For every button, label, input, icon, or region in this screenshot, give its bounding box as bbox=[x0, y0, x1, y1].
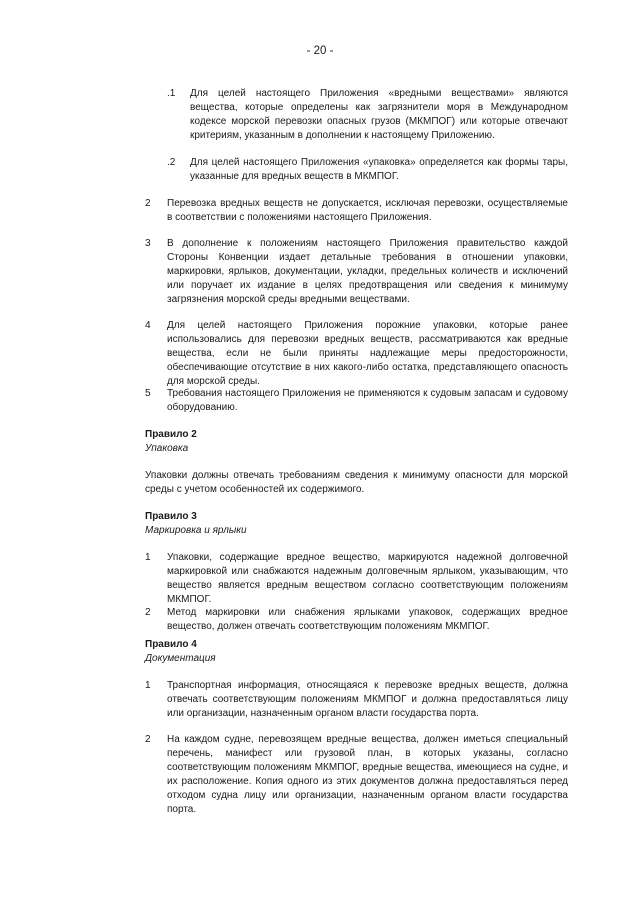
rule-4-title: Правило 4 bbox=[145, 639, 197, 650]
sub-item-number: .2 bbox=[167, 157, 176, 168]
item-number: 2 bbox=[145, 198, 151, 209]
item-text: Для целей настоящего Приложения порожние упаковки, которые ранее использовались для перевозки вредных веществ, рассматриваются как вредные вещества, если не были приняты надлежащие меры предосторожности, обеспечивающие отсутствие в них какого-либо остатка, представляющего опасность для морской среды. bbox=[167, 320, 568, 388]
item-number: 2 bbox=[145, 607, 151, 618]
item-text: Требования настоящего Приложения не применяются к судовым запасам и судовому оборудованию. bbox=[167, 388, 568, 414]
rule-4-subtitle: Документация bbox=[145, 653, 216, 664]
sub-item-text: Для целей настоящего Приложения «вредными веществами» являются вещества, которые определены как загрязнители моря в Международном кодексе морской перевозки опасных грузов (МКМПОГ) или которые отвечают критериям, указанным в дополнении к настоящему Приложению. bbox=[190, 88, 568, 142]
item-number: 2 bbox=[145, 734, 151, 745]
item-text: На каждом судне, перевозящем вредные вещества, должен иметься специальный перечень, манифест или грузовой план, в которых указаны, согласно соответствующим положениям МКМПОГ, вредные вещества, имеющиеся на судне, и их расположение. Копия одного из этих документов должна предоставляться перед отходом судна лицу или организации, назначенным органом власти государства порта. bbox=[167, 734, 568, 816]
item-text: В дополнение к положениям настоящего Приложения правительство каждой Стороны Конвенции издает детальные требования в отношении упаковки, маркировки, ярлыков, документации, укладки, предельных количеств и исключений или поручает их издание в целях предотвращения или сведения к минимуму загрязнения морской среды вредными веществами. bbox=[167, 238, 568, 306]
item-number: 3 bbox=[145, 238, 151, 249]
item-text: Транспортная информация, относящаяся к перевозке вредных веществ, должна отвечать соответствующим положениям МКМПОГ и должна предоставляться лицу или организации, назначенным органом власти государства порта. bbox=[167, 680, 568, 720]
item-number: 4 bbox=[145, 320, 151, 331]
rule-2-subtitle: Упаковка bbox=[145, 443, 189, 454]
rule-3-title: Правило 3 bbox=[145, 511, 197, 522]
item-text: Метод маркировки или снабжения ярлыками упаковок, содержащих вредное вещество, должен отвечать соответствующим положениям МКМПОГ. bbox=[167, 607, 568, 633]
rule-3-subtitle: Маркировка и ярлыки bbox=[145, 525, 247, 536]
item-number: 1 bbox=[145, 552, 151, 563]
sub-item-number: .1 bbox=[167, 88, 176, 99]
rule-2-title: Правило 2 bbox=[145, 429, 197, 440]
rule-2-text: Упаковки должны отвечать требованиям сведения к минимуму опасности для морской среды с учетом особенностей их содержимого. bbox=[145, 470, 568, 496]
item-number: 5 bbox=[145, 388, 151, 399]
item-text: Упаковки, содержащие вредное вещество, маркируются надежной долговечной маркировкой или снабжаются надежным долговечным ярлыком, указывающим, что вещество является вредным веществом согласно соответствующим положениям МКМПОГ. bbox=[167, 552, 568, 606]
page-number: - 20 - bbox=[306, 45, 334, 57]
item-text: Перевозка вредных веществ не допускается, исключая перевозки, осуществляемые в соответствии с положениями настоящего Приложения. bbox=[167, 198, 568, 224]
item-number: 1 bbox=[145, 680, 151, 691]
sub-item-text: Для целей настоящего Приложения «упаковка» определяется как формы тары, указанные для вредных веществ в МКМПОГ. bbox=[190, 157, 568, 183]
